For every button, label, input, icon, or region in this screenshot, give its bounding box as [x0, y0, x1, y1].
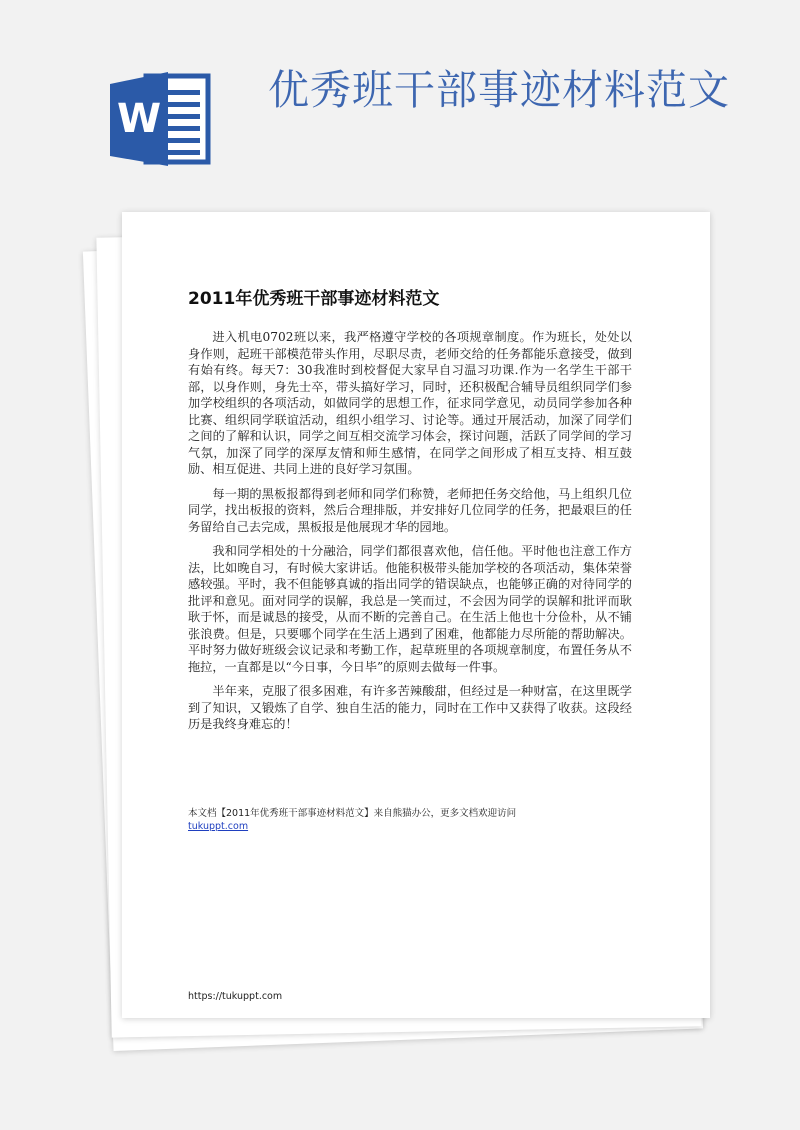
source-note: [188, 807, 648, 833]
word-app-icon: [110, 70, 212, 168]
page-heading: 2011年优秀班干部事迹材料范文: [188, 289, 440, 309]
word-icon-letter: W: [116, 96, 162, 142]
paragraph-4: 半年来，克服了很多困难，有许多苦辣酸甜，但经过是一种财富，在这里既学到了知识，又锻炼了自学、独自生活的能力，同时在工作中又获得了收获。这段经历是我终身难忘的！: [188, 684, 632, 731]
word-document-icon: [110, 70, 212, 168]
footer-url[interactable]: https://tukuppt.com: [188, 991, 283, 1002]
document-title: 优秀班干部事迹材料范文: [268, 66, 730, 114]
source-note-text: 本文档【2011年优秀班干部事迹材料范文】来自熊猫办公，更多文档欢迎访问: [188, 808, 517, 819]
paragraph-2: 每一期的黑板报都得到老师和同学们称赞，老师把任务交给他，马上组织几位同学，找出板报的资料，然后合理排版，并安排好几位同学的任务，把最艰巨的任务留给自己去完成，黑板报是他展现才华的园地。: [188, 486, 632, 534]
source-link[interactable]: tukuppt.com: [188, 821, 249, 832]
document-body: [188, 329, 632, 741]
paragraph-1: 进入机电0702班以来，我严格遵守学校的各项规章制度。作为班长，处处以身作则，起班干部模范带头作用，尽职尽责，老师交给的任务都能乐意接受，做到有始有终。每天7：30我准时到校督促大家早自习温习功课.作为一名学生干部干部，以身作则，身先士卒，带头搞好学习，同时，还积极配合辅导员组织同学们参加学校组织的各项活动，如做同学的思想工作，征求同学意见，动员同学参加各种比赛、组织同学联谊活动，组织小组学习、讨论等。通过开展活动，加深了同学们之间的了解和认识，同学之间互相交流学习体会，探讨问题，活跃了同学间的学习气氛，加深了同学的深厚友情和师生感情，在同学之间形成了相互支持、相互鼓励、相互促进、共同上进的良好学习氛围。: [188, 330, 632, 476]
paragraph-3: 我和同学相处的十分融洽，同学们都很喜欢他，信任他。平时他也注意工作方法，比如晚自习，有时候大家讲话。他能积极带头能加学校的各项活动，集体荣誉感较强。平时，我不但能够真诚的指出同学的错误缺点，也能够正确的对待同学的批评和意见。面对同学的误解，我总是一笑而过，不会因为同学的误解和批评而耿耿于怀，而是诚恳的接受，从而不断的完善自己。在生活上他也十分俭朴，从不铺张浪费。但是，只要哪个同学在生活上遇到了困难，他都能力尽所能的帮助解决。平时努力做好班级会议记录和考勤工作，起草班里的各项规章制度，布置任务从不拖拉，一直都是以“今日事，今日毕”的原则去做每一件事。: [188, 544, 632, 674]
document-page: [122, 212, 710, 1018]
